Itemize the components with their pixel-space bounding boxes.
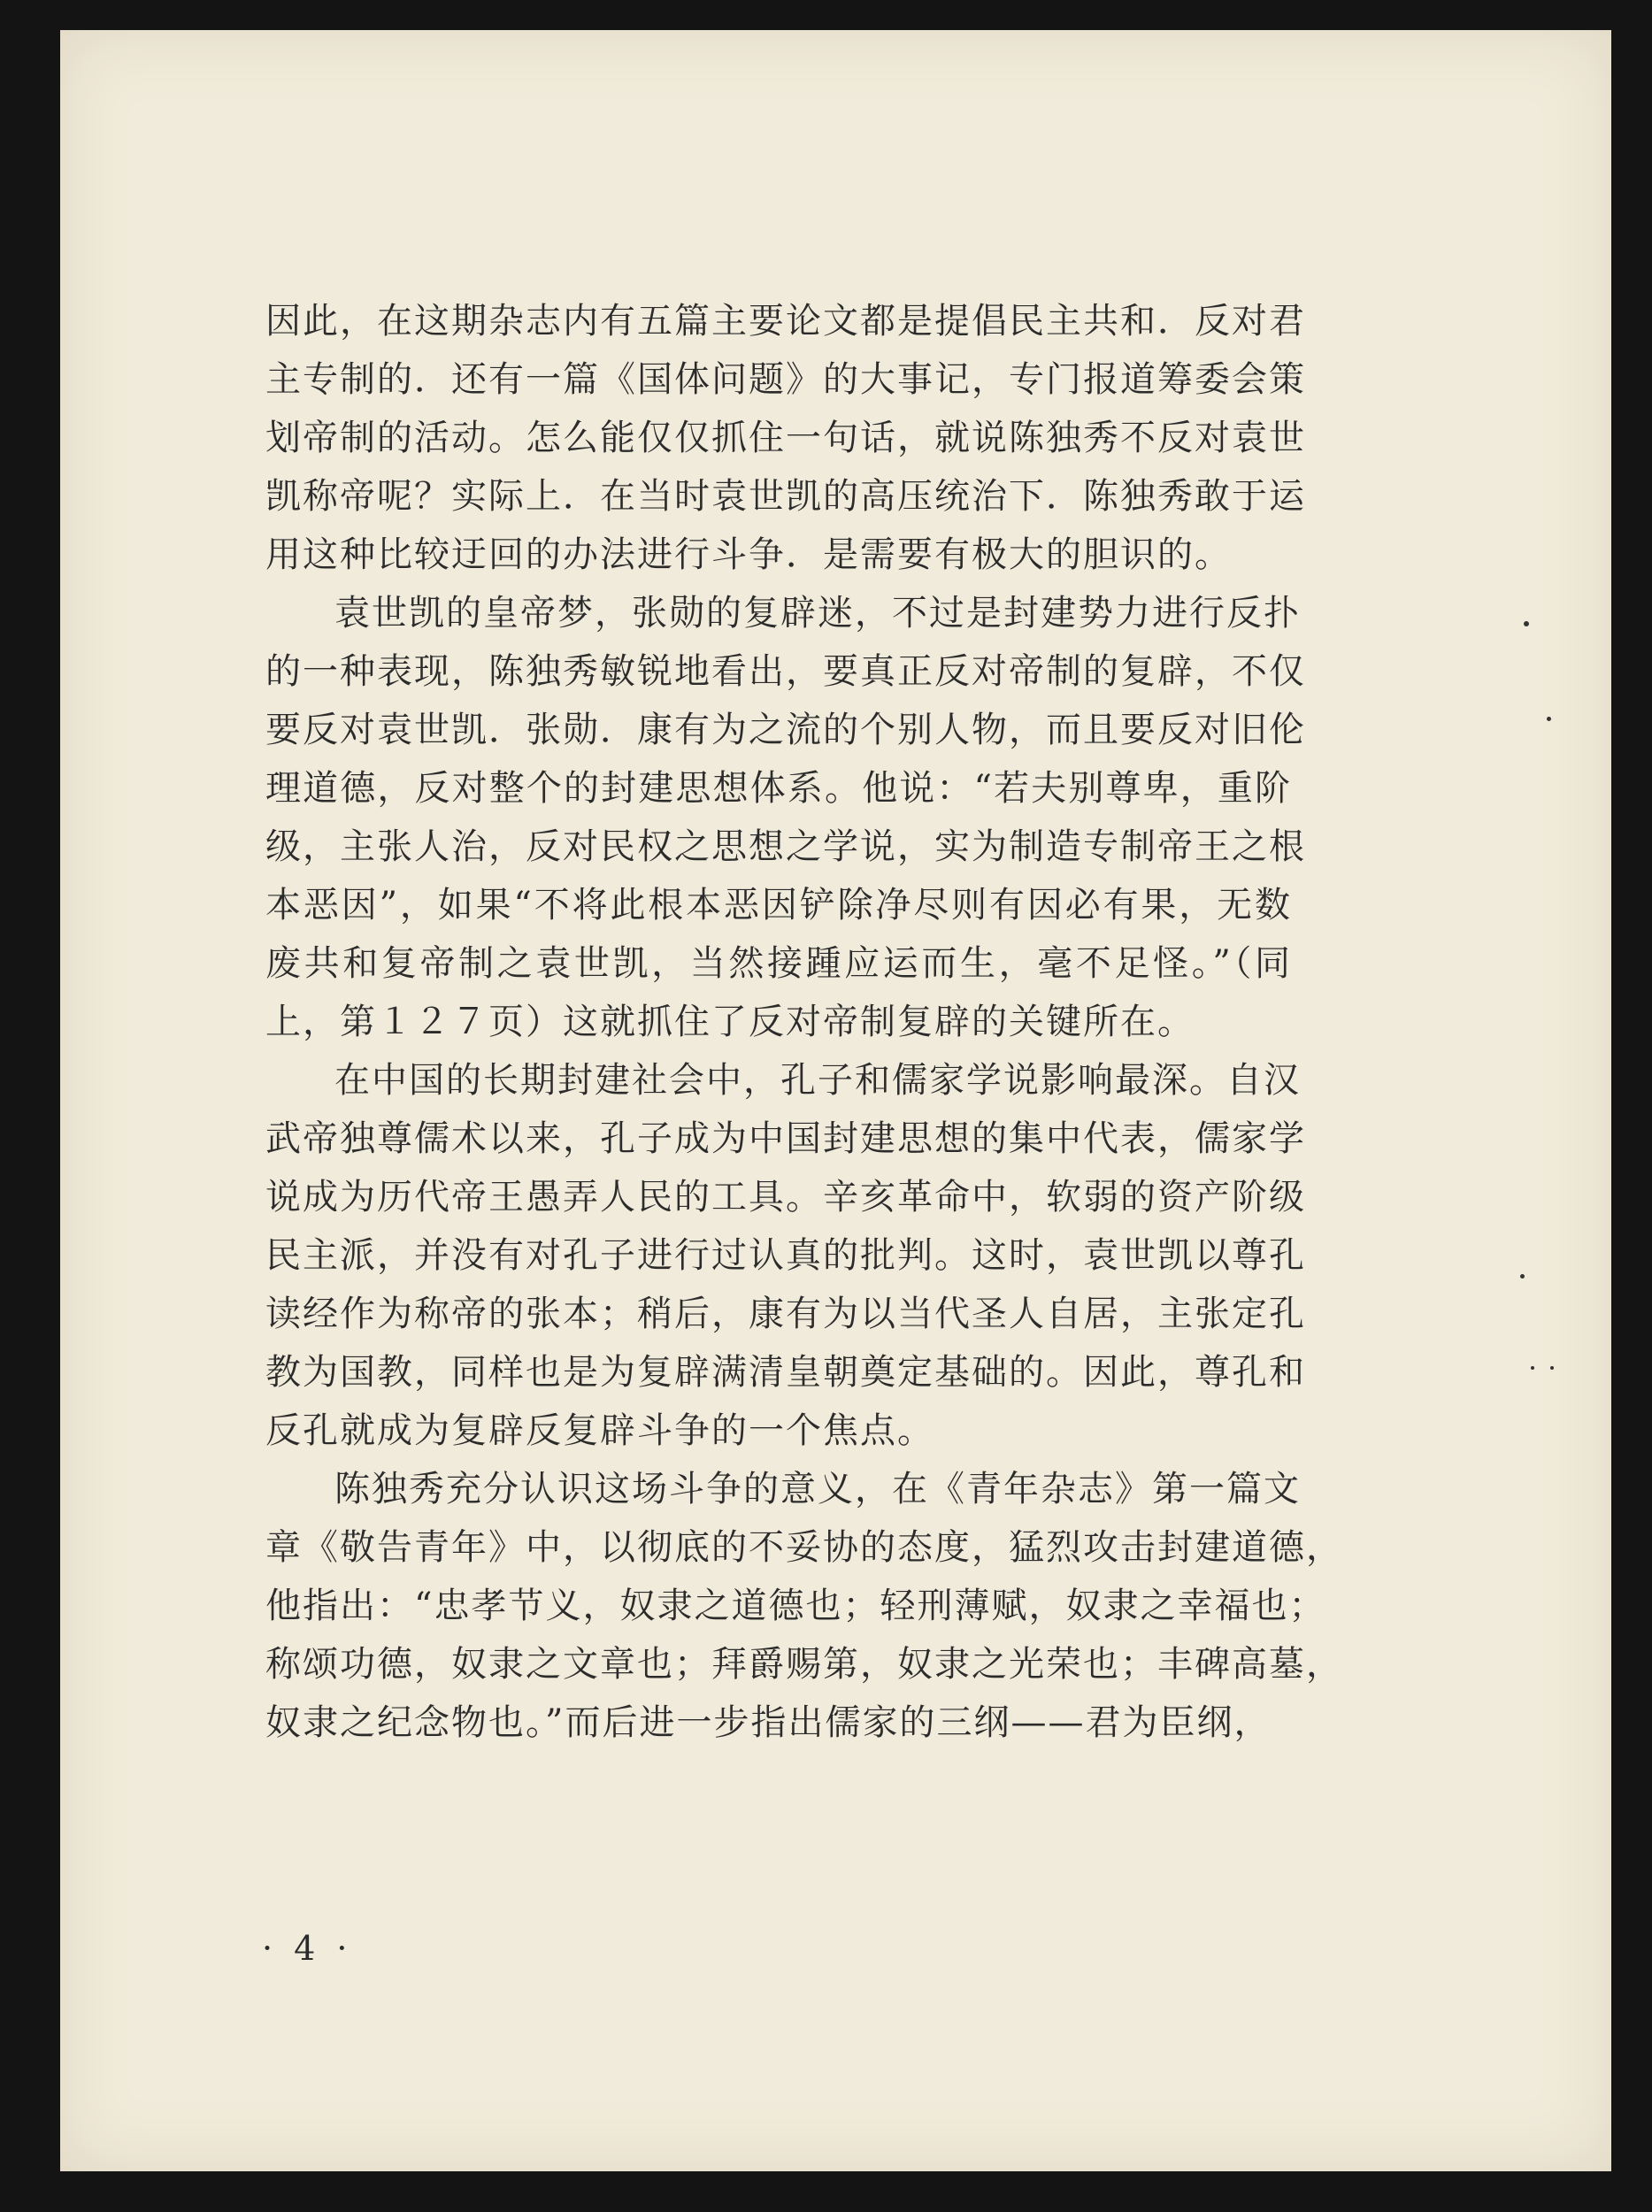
text-line: 要反对袁世凯．张勋．康有为之流的个别人物，而且要反对旧伦: [265, 710, 1306, 750]
text-line: 主专制的．还有一篇《国体问题》的大事记，专门报道筹委会策: [265, 359, 1306, 400]
text-line: 称颂功德，奴隶之文章也；拜爵赐第，奴隶之光荣也；丰碑高墓，: [265, 1644, 1343, 1685]
text-line: 奴隶之纪念物也。”而后进一步指出儒家的三纲——君为臣纲，: [265, 1702, 1272, 1743]
page-number: · 4 ·: [262, 1929, 353, 1968]
text-line: 在中国的长期封建社会中，孔子和儒家学说影响最深。自汉: [334, 1060, 1301, 1101]
text-line: 的一种表现，陈独秀敏锐地看出，要真正反对帝制的复辟，不仅: [265, 651, 1306, 692]
text-line: 民主派，并没有对孔子进行过认真的批判。这时，袁世凯以尊孔: [265, 1235, 1306, 1276]
text-line: 教为国教，同样也是为复辟满清皇朝奠定基础的。因此，尊孔和: [265, 1352, 1306, 1393]
scan-speck: [1550, 1366, 1554, 1370]
text-line: 袁世凯的皇帝梦，张勋的复辟迷，不过是封建势力进行反扑: [334, 593, 1301, 634]
scan-speck: [1531, 1366, 1534, 1370]
scan-speck: [1524, 621, 1529, 626]
text-line: 理道德，反对整个的封建思想体系。他说：“若夫别尊卑，重阶: [265, 768, 1292, 809]
text-line: 废共和复帝制之袁世凯，当然接踵应运而生，毫不足怪。”（同: [265, 943, 1292, 984]
scan-speck: [1520, 1274, 1525, 1279]
text-line: 说成为历代帝王愚弄人民的工具。辛亥革命中，软弱的资产阶级: [265, 1177, 1306, 1217]
scan-speck: [1547, 717, 1551, 721]
text-line: 上，第１２７页）这就抓住了反对帝制复辟的关键所在。: [265, 1002, 1195, 1042]
text-line: 本恶因”，如果“不将此根本恶因铲除净尽则有因必有果，无数: [265, 885, 1292, 926]
text-line: 他指出：“忠孝节义，奴隶之道德也；轻刑薄赋，奴隶之幸福也；: [265, 1586, 1326, 1626]
text-line: 用这种比较迂回的办法进行斗争．是需要有极大的胆识的。: [265, 534, 1232, 575]
body-text: [265, 292, 1343, 1752]
text-line: 武帝独尊儒术以来，孔子成为中国封建思想的集中代表，儒家学: [265, 1118, 1306, 1159]
text-line: 反孔就成为复辟反复辟斗争的一个焦点。: [265, 1410, 934, 1451]
text-line: 级，主张人治，反对民权之思想之学说，实为制造专制帝王之根: [265, 826, 1306, 867]
text-line: 陈独秀充分认识这场斗争的意义，在《青年杂志》第一篇文: [334, 1469, 1301, 1509]
text-line: 因此，在这期杂志内有五篇主要论文都是提倡民主共和．反对君: [265, 301, 1306, 342]
text-line: 凯称帝呢？实际上．在当时袁世凯的高压统治下．陈独秀敢于运: [265, 476, 1306, 517]
text-line: 划帝制的活动。怎么能仅仅抓住一句话，就说陈独秀不反对袁世: [265, 418, 1306, 458]
text-line: 读经作为称帝的张本；稍后，康有为以当代圣人自居，主张定孔: [265, 1294, 1306, 1334]
text-line: 章《敬告青年》中，以彻底的不妥协的态度，猛烈攻击封建道德，: [265, 1527, 1343, 1568]
